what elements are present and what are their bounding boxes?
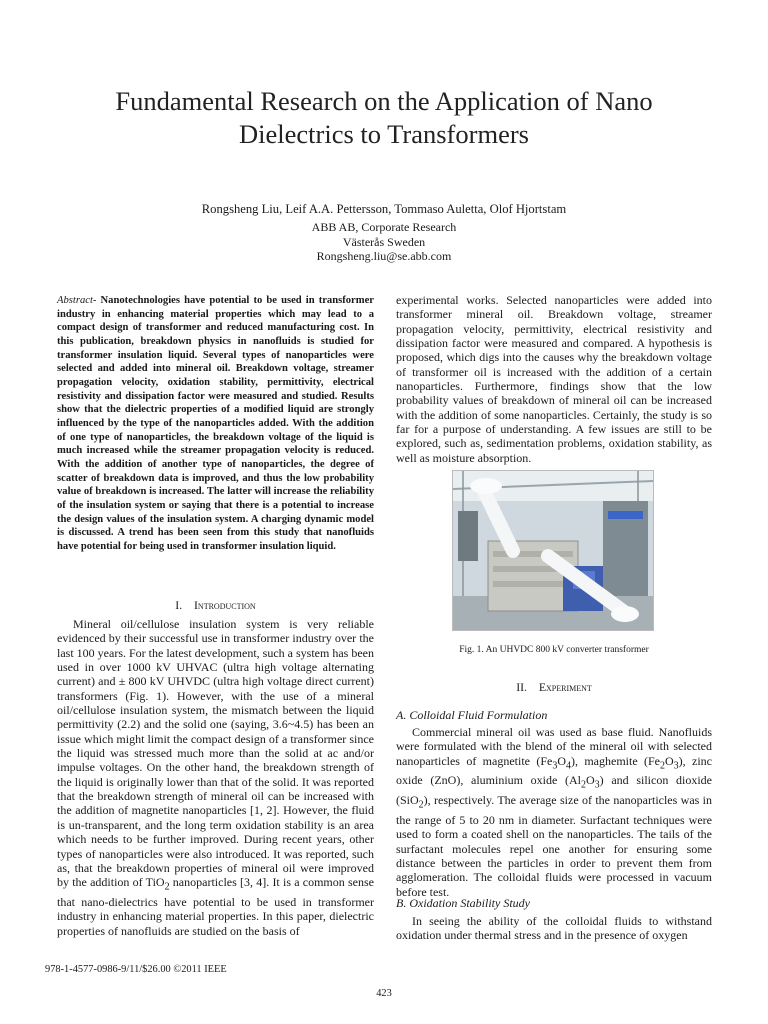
title-line-2: Dielectrics to Transformers xyxy=(239,119,529,149)
section-number: II. xyxy=(516,680,528,694)
figure-caption: Fig. 1. An UHVDC 800 kV converter transformer xyxy=(459,645,649,655)
oxidation-text: In seeing the ability of the colloidal fluids to withstand oxidation under thermal stress and in the presence of oxygen xyxy=(396,914,712,943)
intro-text-a: Mineral oil/cellulose insulation system is very reliable evidenced by their successful use in transformer industry over the last 100 years. For the latest development, such a system has been used in over 1000 kV UHVAC (ultra high voltage alternating current) and ± 800 kV UHVDC (ultra high voltage direct current) transformers (Fig. 1). However, with the use of a mineral oil/cellulose insulation system, the mismatch between the liquid permittivity (2.2) and the solid one (saying, 3.6~4.5) has been an issue which might limit the compact design of a transformer since the liquid was stressed much more than the solid at ac and/or impulse voltages. On the other hand, the breakdown strength of the liquid is originally lower than that of the solid. It was reported that the breakdown strength of mineral oil can be increased with the addition of magnetite nanoparticles [1, 2]. However, the fluid is un-transparent, and the long term oxidation stability is an area which needs to be further improved. During recent years, other types of nanoparticles were also introduced. It was reported, such as, that the breakdown properties of mineral oil were improved by the addition of TiO xyxy=(57,617,374,890)
colloidal-body xyxy=(396,725,712,899)
intro-text-b: nanoparticles [3, 4]. It is a common sense that nano-dielectrics have potential to be used in transformer industry in enhancing material properties. In this paper, dielectric properties of nanofluids are studied on the basis of xyxy=(57,875,374,938)
abstract xyxy=(57,294,374,553)
authors: Rongsheng Liu, Leif A.A. Pettersson, Tommaso Auletta, Olof Hjortstam xyxy=(201,202,567,216)
page-number: 423 xyxy=(376,988,392,999)
introduction-continuation xyxy=(396,293,712,465)
section-heading-introduction xyxy=(57,598,374,613)
subscript: 4 xyxy=(566,760,571,772)
subscript: 2 xyxy=(660,760,665,772)
subsection-heading-b: B. Oxidation Stability Study xyxy=(396,896,530,910)
colloidal-text: ) and silicon dioxide (SiO xyxy=(396,773,712,808)
subsection-heading-a: A. Colloidal Fluid Formulation xyxy=(396,708,548,722)
section-title: Experiment xyxy=(538,680,592,694)
title-line-1: Fundamental Research on the Application of Nano xyxy=(115,86,653,116)
subscript: 3 xyxy=(594,779,600,791)
footer-copyright: 978-1-4577-0986-9/11/$26.00 ©2011 IEEE xyxy=(45,964,227,975)
colloidal-text: O xyxy=(585,773,595,788)
affiliation-email: Rongsheng.liu@se.abb.com xyxy=(316,249,452,263)
abstract-label: Abstract- xyxy=(57,295,97,306)
colloidal-text: O xyxy=(665,753,674,768)
section-heading-experiment xyxy=(396,680,712,695)
intro-cont-text: experimental works. Selected nanoparticles were added into transformer mineral oil. Breakdown voltage, streamer propagation velocity, permittivity, electrical resistivity and dissipation factor were measured and compared. A hypothesis is proposed, which digs into the causes why the breakdown voltage of transformer oil is increased with the addition of a certain nanoparticles. Furthermore, findings show that the low probability values of breakdown of mineral oil can be increased with the addition of some nanoparticles. Certainly, the study is so far for a purpose of understanding. A few issues are still to be explored, such as, sedimentation problems, oxidation stability, as well as moisture absorption. xyxy=(396,293,712,465)
paper-title xyxy=(40,85,728,151)
subscript: 3 xyxy=(552,760,558,772)
affiliation-org: ABB AB, Corporate Research xyxy=(311,220,457,234)
abstract-text: Nanotechnologies have potential to be used in transformer industry in enhancing material properties which may lead to a compact design of transformer and reduced manufacturing cost. In this publication, breakdown physics in nanofluids is studied for transformer insulation liquid. Several types of nanoparticles were selected and added into mineral oil. Breakdown voltage, streamer propagation velocity, oxidation stability, permittivity, electrical resistivity and dissipation factor were measured and studied. Results show that the dielectric properties of a modified liquid are strongly influenced by the type of the nanoparticles added. With the addition of one type of nanoparticles, the breakdown voltage of the liquid is much increased while the streamer propagation velocity is reduced. With the addition of another type of nanoparticles, the degree of scatter of breakdown data is improved, and thus the low probability value of breakdown is increased. The latter will increase the reliability of the insulation system or saying that there is a potential to increase the design values of the insulation system. A charging dynamic model is discussed. A trend has been seen from this study that nanofluids have potential for being used in transformer insulation liquid. xyxy=(57,295,374,552)
section-number: I. xyxy=(175,598,183,612)
section-title: Introduction xyxy=(193,598,256,612)
intro-subscript: 2 xyxy=(164,881,170,893)
subscript: 3 xyxy=(673,760,679,772)
affiliation xyxy=(40,220,728,264)
introduction-body xyxy=(57,617,374,938)
colloidal-text: ), maghemite (Fe xyxy=(571,753,660,768)
affiliation-city: Västerås Sweden xyxy=(342,234,426,249)
subscript: 2 xyxy=(580,779,586,791)
transformer-photo xyxy=(452,470,654,631)
subscript: 2 xyxy=(418,799,424,811)
colloidal-text: Commercial mineral oil was used as base fluid. Nanofluids were formulated with the blend of the mineral oil with selected nanoparticles of magnetite (Fe xyxy=(396,725,712,768)
oxidation-body xyxy=(396,914,712,943)
colloidal-text: ), zinc oxide (ZnO), aluminium oxide (Al xyxy=(396,753,713,788)
colloidal-text: O xyxy=(557,753,566,768)
colloidal-text: ), respectively. The average size of the nanoparticles was in the range of 5 to 20 nm in diameter. Surfactant techniques were used to form a coated shell on the nanoparticles. The tails of the surfactant molecules repel one another for ensuring some distance between the particles in order to prevent them from agglomeration. The colloidal fluids were processed in vacuum before test. xyxy=(396,793,712,899)
